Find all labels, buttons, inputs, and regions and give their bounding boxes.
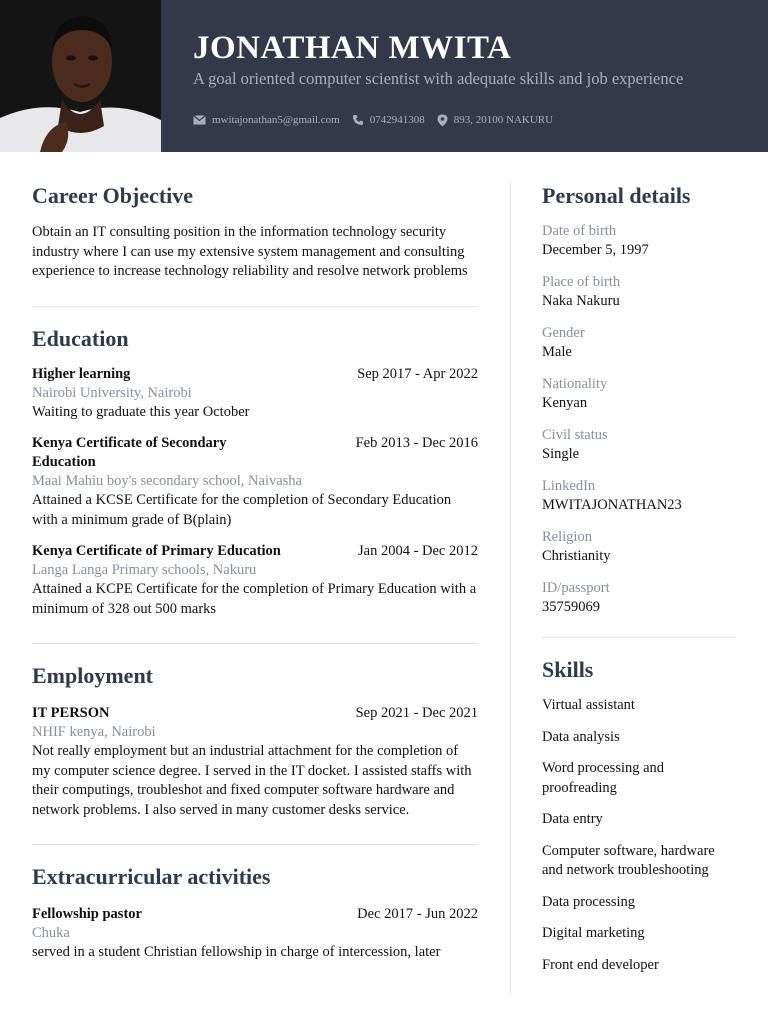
- section-divider: [32, 306, 478, 307]
- skill-item: Data entry: [542, 811, 603, 827]
- entry-description: Attained a KCPE Certificate for the completion of Primary Education with a minimum of 328 out 500 marks: [32, 581, 477, 617]
- employment-entry: [32, 704, 478, 820]
- section-title-education: Education: [32, 325, 129, 351]
- detail-label-nationality: Nationality: [542, 376, 608, 392]
- detail-value-gender: Male: [542, 344, 572, 360]
- entry-title: Kenya Certificate of Secondary Education: [32, 435, 227, 470]
- entry-title: Fellowship pastor: [32, 906, 142, 922]
- extracurricular-section: [32, 861, 478, 963]
- detail-label-civil-status: Civil status: [542, 427, 608, 443]
- entry-institution: Langa Langa Primary schools, Nakuru: [32, 562, 257, 578]
- entry-date: Jan 2004 - Dec 2012: [357, 543, 478, 559]
- entry-description: served in a student Christian fellowship in charge of intercession, later: [32, 944, 441, 960]
- skill-item: Word processing and proofreading: [542, 760, 665, 796]
- extracurricular-entry: [32, 905, 478, 963]
- contact-phone[interactable]: [352, 114, 425, 126]
- detail-value-linkedin[interactable]: MWITAJONATHAN23: [542, 497, 682, 513]
- employment-section: [32, 660, 478, 820]
- phone-icon: [352, 114, 364, 126]
- resume-header: [0, 0, 768, 152]
- entry-organization: Chuka: [32, 925, 70, 941]
- detail-label-linkedin: LinkedIn: [542, 478, 596, 494]
- section-divider: [32, 844, 478, 845]
- personal-details-section: [542, 180, 736, 617]
- main-column: [32, 180, 478, 963]
- education-entry: [32, 365, 478, 423]
- detail-value-date-of-birth: December 5, 1997: [542, 242, 649, 258]
- skills-section: [542, 654, 736, 975]
- entry-date: Dec 2017 - Jun 2022: [357, 906, 478, 922]
- entry-title: IT PERSON: [32, 705, 110, 721]
- address-text: 893, 20100 NAKURU: [453, 114, 554, 126]
- section-title-extracurricular: Extracurricular activities: [32, 864, 271, 889]
- contact-bar: [193, 112, 565, 128]
- detail-value-civil-status: Single: [542, 446, 580, 462]
- profile-photo: [0, 0, 161, 152]
- entry-description: Waiting to graduate this year October: [32, 403, 250, 420]
- section-title-career-objective: Career Objective: [32, 183, 194, 208]
- skill-item: Data processing: [542, 893, 636, 910]
- section-title-personal-details: Personal details: [542, 183, 691, 208]
- email-icon: [193, 115, 206, 125]
- entry-date: Feb 2013 - Dec 2016: [355, 435, 478, 451]
- detail-label-date-of-birth: Date of birth: [542, 223, 617, 239]
- detail-value-id-passport: 35759069: [542, 599, 600, 615]
- email-text: mwitajonathan5@gmail.com: [212, 114, 340, 126]
- entry-description: Not really employment but an industrial attachment for the completion of my computer science degree. I served in the IT docket. I assisted staffs with their computings, troubleshot and fixed computer software hardware and network problems. I also served in many customer desks service.: [32, 743, 472, 818]
- detail-label-place-of-birth: Place of birth: [542, 274, 621, 290]
- detail-value-religion: Christianity: [542, 548, 611, 564]
- career-objective-section: [32, 180, 478, 282]
- detail-label-religion: Religion: [542, 529, 592, 545]
- education-section: [32, 323, 478, 620]
- skill-item: Computer software, hardware and network troubleshooting: [542, 842, 715, 878]
- detail-label-id-passport: ID/passport: [542, 580, 610, 596]
- entry-description: Attained a KCSE Certificate for the completion of Secondary Education with a minimum grade of B(plain): [32, 492, 452, 528]
- entry-date: Sep 2017 - Apr 2022: [357, 365, 478, 382]
- entry-institution: Maai Mahiu boy's secondary school, Naivasha: [32, 473, 302, 489]
- sidebar-column: [542, 180, 736, 987]
- education-entry: [32, 434, 478, 530]
- section-divider: [542, 637, 736, 638]
- skill-item: Data analysis: [542, 728, 620, 745]
- section-divider: [32, 643, 478, 644]
- entry-title: Kenya Certificate of Primary Education: [32, 543, 281, 559]
- contact-address: [437, 114, 553, 127]
- detail-value-nationality: Kenyan: [542, 395, 588, 411]
- detail-label-gender: Gender: [542, 325, 585, 341]
- entry-organization: NHIF kenya, Nairobi: [32, 724, 156, 740]
- phone-text: 0742941308: [369, 114, 425, 126]
- section-title-employment: Employment: [32, 663, 153, 688]
- contact-email[interactable]: [193, 114, 340, 126]
- detail-value-place-of-birth: Naka Nakuru: [542, 293, 620, 309]
- skill-item: Front end developer: [542, 956, 659, 973]
- entry-title: Higher learning: [32, 365, 131, 382]
- entry-date: Sep 2021 - Dec 2021: [355, 705, 478, 721]
- section-title-skills: Skills: [542, 657, 594, 682]
- location-pin-icon: [437, 114, 448, 127]
- career-objective-text: Obtain an IT consulting position in the information technology security industry where I can use my extensive system management and consulting experience to increase technology reliability and resolve network problems: [32, 224, 468, 279]
- entry-institution: Nairobi University, Nairobi: [32, 384, 192, 401]
- candidate-name: JONATHAN MWITA: [193, 30, 512, 66]
- skill-item: Virtual assistant: [542, 697, 635, 713]
- education-entry: [32, 542, 478, 619]
- tagline: A goal oriented computer scientist with adequate skills and job experience: [193, 69, 684, 88]
- column-divider: [510, 182, 511, 994]
- skill-item: Digital marketing: [542, 925, 645, 941]
